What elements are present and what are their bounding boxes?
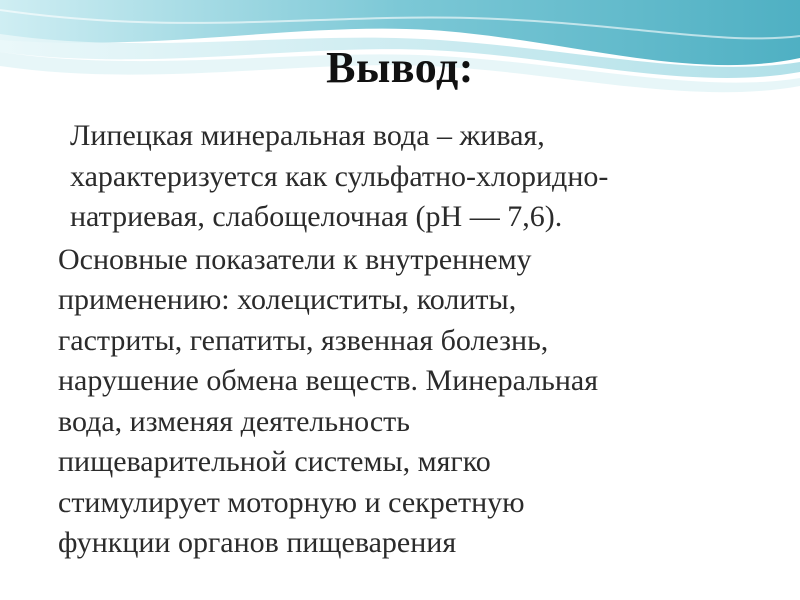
paragraph-line: Основные показатели к внутреннему [58, 242, 532, 276]
paragraph-conclusion [56, 116, 748, 238]
paragraph-line: стимулирует моторную и секретную [58, 485, 525, 519]
paragraph-line: нарушение обмена веществ. Минеральная [58, 364, 599, 397]
paragraph-line: гастриты, гепатиты, язвенная болезнь, [58, 323, 549, 357]
paragraph-line: применению: холециститы, колиты, [58, 283, 517, 316]
paragraph-line: Липецкая минеральная вода – живая, [70, 119, 545, 152]
slide-title: Вывод: [326, 43, 474, 92]
paragraph-line: натриевая, слабощелочная (рН — 7,6). [70, 200, 563, 233]
paragraph-line: функции органов пищеварения [58, 526, 457, 559]
paragraph-line: характеризуется как сульфатно-хлоридно- [70, 159, 609, 193]
slide-body [58, 116, 748, 564]
paragraph-indications [58, 240, 748, 564]
paragraph-line: пищеварительной системы, мягко [58, 445, 491, 478]
paragraph-line: вода, изменяя деятельность [58, 404, 410, 438]
